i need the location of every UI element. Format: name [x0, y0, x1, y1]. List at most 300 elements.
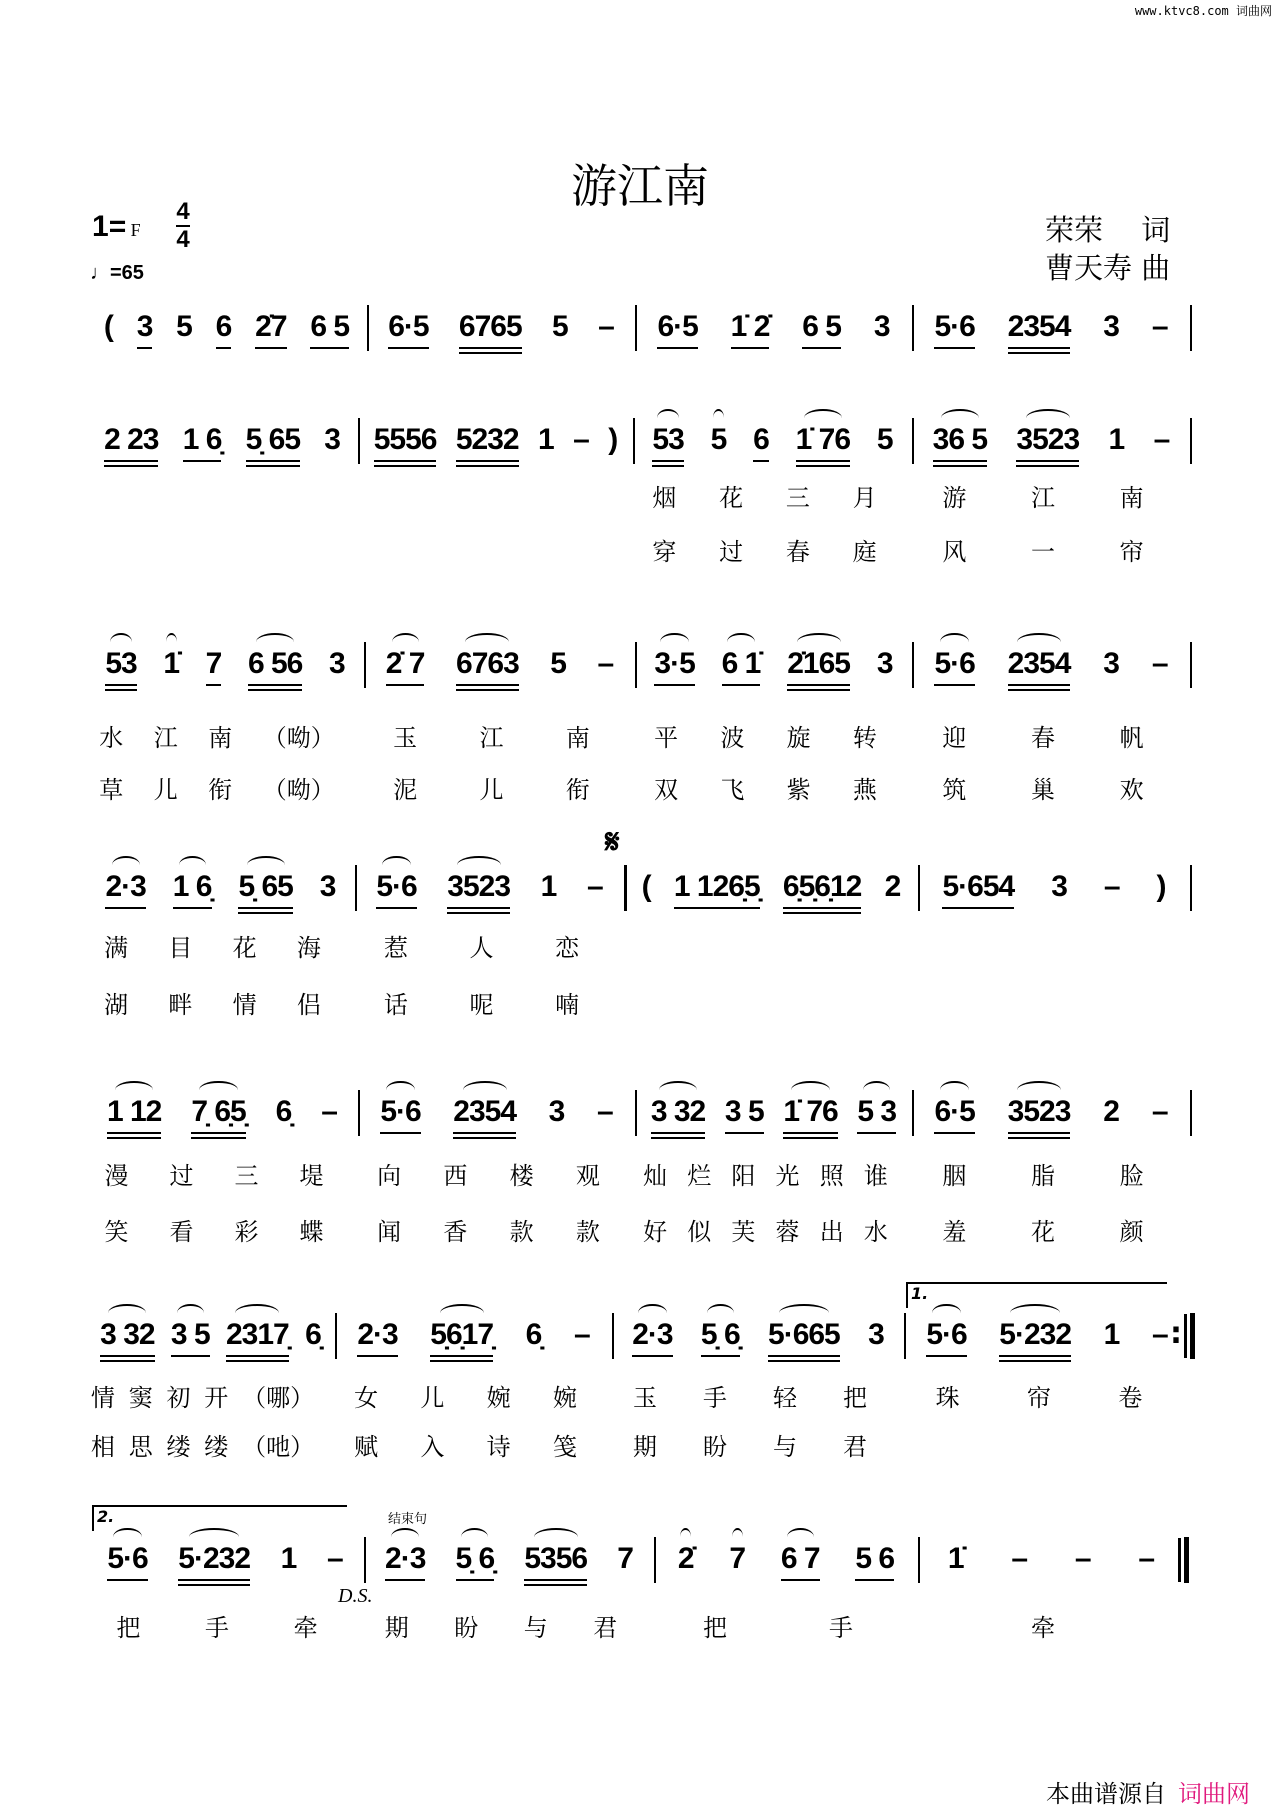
barline	[635, 1090, 637, 1136]
lyric-char: 花	[1030, 1218, 1055, 1246]
measure	[918, 418, 1184, 462]
lyric-char: 牵	[1031, 1614, 1055, 1642]
note-group: 5	[552, 310, 568, 343]
lyric-line-2	[362, 770, 621, 805]
note-group: 5̣6̣17̣	[430, 1318, 493, 1357]
measure	[92, 1537, 358, 1581]
lyric-char: 恋	[555, 934, 580, 962]
note-group: 1 126̣5̣	[674, 870, 760, 909]
barline	[1184, 1537, 1189, 1583]
ending-phrase-label: 结束句	[388, 1512, 428, 1527]
note-group: –	[1151, 1095, 1168, 1128]
lyric-char: 珠	[935, 1384, 960, 1412]
lyric-char: 楼	[509, 1162, 534, 1190]
lyric-char: 烂	[687, 1162, 712, 1190]
barline	[912, 305, 914, 351]
barline	[367, 305, 369, 351]
note-group: 5	[550, 647, 566, 680]
lyric-char: 照	[819, 1162, 844, 1190]
volta-1: 1.	[906, 1282, 1167, 1308]
lyricist-credit: 荣荣 词	[1045, 213, 1171, 247]
key-equals: =	[108, 210, 127, 243]
lyric-char: 玉	[633, 1384, 657, 1412]
lyric-char: 彩	[234, 1218, 259, 1246]
lyric-char: 江	[1030, 484, 1055, 512]
lyric-char: 情	[232, 991, 257, 1019]
note-group: –	[1151, 1318, 1168, 1351]
song-title: 游江南	[571, 159, 709, 213]
lyric-char: 南	[565, 724, 590, 752]
lyric-char: 谁	[863, 1162, 888, 1190]
barline	[918, 1537, 920, 1583]
note-group: 53	[105, 647, 136, 686]
lyric-char: 轻	[773, 1384, 797, 1412]
measure	[639, 418, 906, 462]
lyric-line-2	[356, 1212, 621, 1247]
lyric-char: 缕	[166, 1433, 191, 1461]
lyric-char: 把	[116, 1614, 141, 1642]
lyric-char: 入	[420, 1433, 445, 1461]
lyric-char: 把	[703, 1614, 727, 1642]
note-group: –	[1138, 1542, 1155, 1575]
lyric-line-2	[633, 770, 898, 805]
note-group: 36 5	[933, 423, 987, 462]
note-group: 3	[137, 310, 153, 349]
note-group: )	[1156, 870, 1166, 903]
barline	[335, 1313, 337, 1359]
note-group: 5	[876, 423, 893, 456]
note-group: –	[573, 423, 589, 456]
barline	[1190, 865, 1192, 911]
lyric-char: 期	[633, 1433, 657, 1461]
lyric-char: 江	[479, 724, 504, 752]
lyric-char: 波	[720, 724, 745, 752]
note-group: 2354	[453, 1095, 516, 1134]
lyric-char: 转	[852, 724, 877, 752]
lyric-char: 女	[354, 1384, 379, 1412]
note-group: 5·665	[768, 1318, 840, 1357]
note-group: 5556	[374, 423, 437, 462]
lyric-char: 好	[643, 1218, 668, 1246]
lyric-char: 阳	[731, 1162, 756, 1190]
lyric-char: 观	[575, 1162, 600, 1190]
lyric-char: 三	[234, 1162, 259, 1190]
lyric-char: 花	[719, 484, 744, 512]
note-group: 6·5	[388, 310, 428, 349]
lyric-char: 风	[942, 538, 967, 566]
note-group: (	[103, 310, 113, 343]
measure	[918, 305, 1184, 349]
lyric-char: 儿	[153, 776, 178, 804]
lyric-char: 帆	[1119, 724, 1144, 752]
time-signature	[176, 200, 190, 252]
note-group: 6765	[459, 310, 522, 349]
lyric-char: （吔）	[242, 1433, 315, 1461]
lyric-char: 窦	[128, 1384, 153, 1412]
note-group: 1̇ 76	[783, 1095, 837, 1134]
lyric-line-2	[84, 770, 350, 805]
lyric-char: 闻	[377, 1218, 402, 1246]
note-group: 1	[540, 870, 557, 903]
lyric-char: 看	[169, 1218, 194, 1246]
lyric-char: 惹	[383, 934, 408, 962]
measure	[918, 1090, 1184, 1134]
lyric-char: 相	[90, 1433, 115, 1461]
lyric-line-1	[84, 1378, 321, 1413]
note-group: 5232	[456, 423, 519, 462]
lyric-line-2	[910, 1212, 1176, 1247]
note-group: )	[608, 423, 618, 456]
barline	[612, 1313, 614, 1359]
note-group: –	[1151, 310, 1168, 343]
lyric-char: 过	[719, 538, 744, 566]
lyric-line-1	[910, 1156, 1176, 1191]
lyric-char: 手	[829, 1614, 853, 1642]
lyric-char: 泥	[393, 776, 418, 804]
measure	[361, 865, 618, 909]
lyric-char: 与	[523, 1614, 548, 1642]
lyric-char: 花	[232, 934, 257, 962]
measure	[618, 1313, 898, 1357]
measure	[92, 865, 349, 909]
measure	[641, 1090, 906, 1134]
lyric-char: 款	[509, 1218, 534, 1246]
lyric-char: 春	[785, 538, 810, 566]
lyric-char: 君	[843, 1433, 867, 1461]
lyric-char: 畔	[168, 991, 193, 1019]
note-group: 6 1̇	[722, 647, 761, 686]
note-group: 3 32	[651, 1095, 705, 1134]
lyric-char: 颜	[1119, 1218, 1144, 1246]
lyric-char: 飞	[720, 776, 745, 804]
lyric-char: 草	[99, 776, 124, 804]
lyric-char: 卷	[1118, 1384, 1143, 1412]
note-group: 6	[216, 310, 232, 349]
lyric-char: 款	[575, 1218, 600, 1246]
barline	[364, 1537, 366, 1583]
note-group: 6 56	[248, 647, 302, 686]
lyric-char: 旋	[786, 724, 811, 752]
note-group: 5·6	[107, 1542, 147, 1581]
lyric-char: 燕	[852, 776, 877, 804]
note-group: 7	[617, 1542, 633, 1575]
measure	[630, 865, 912, 909]
note-group: 2·3	[385, 1542, 425, 1581]
lyric-line-1	[356, 1156, 621, 1191]
barline	[918, 865, 920, 911]
lyric-char: 缕	[204, 1433, 229, 1461]
note-group: 53	[652, 423, 683, 462]
lyric-line-2	[910, 532, 1176, 567]
lyric-line-1	[633, 718, 898, 753]
lyric-line-1	[902, 1378, 1176, 1413]
note-group: –	[1011, 1542, 1028, 1575]
lyric-line-2	[633, 1212, 898, 1247]
barline	[1190, 642, 1192, 688]
note-group: 5·232	[178, 1542, 250, 1581]
key-tonic: 1	[92, 210, 109, 243]
note-group: 6 7	[781, 1542, 820, 1581]
note-group: –	[1103, 870, 1120, 903]
lyric-line-2	[84, 985, 341, 1020]
note-group: 3	[868, 1318, 884, 1351]
lyric-char: 期	[384, 1614, 409, 1642]
lyric-char: 三	[785, 484, 810, 512]
barline	[912, 418, 914, 464]
lyric-char: 儿	[420, 1384, 445, 1412]
note-group: 2	[884, 870, 901, 903]
ds-mark: D.S.	[338, 1585, 373, 1607]
lyric-char: 笑	[104, 1218, 129, 1246]
lyric-line-2	[631, 532, 898, 567]
note-group: 1	[280, 1542, 297, 1575]
note-group: 6·5	[934, 1095, 974, 1134]
barline	[358, 1090, 360, 1136]
note-group: (	[641, 870, 651, 903]
measure	[92, 1090, 352, 1134]
barline	[1190, 305, 1192, 351]
lyric-char: 把	[843, 1384, 867, 1412]
lyric-line-1	[362, 718, 621, 753]
footer-brand: 词曲网	[1178, 1780, 1250, 1808]
note-group: 1 12	[107, 1095, 161, 1134]
lyric-char: 水	[99, 724, 124, 752]
note-group: 5̣ 65	[238, 870, 292, 909]
lyric-char: 与	[773, 1433, 797, 1461]
note-group: 3 5	[171, 1318, 210, 1357]
lyric-char: 羞	[942, 1218, 967, 1246]
barline	[355, 865, 357, 911]
note-group: 5̣ 65	[246, 423, 300, 462]
measure	[364, 1090, 629, 1134]
lyric-char: 紫	[786, 776, 811, 804]
note-group: –	[596, 1095, 613, 1128]
lyric-char: 灿	[643, 1162, 668, 1190]
lyric-line-1	[910, 718, 1176, 753]
volta-2: 2.	[92, 1505, 347, 1531]
note-group: –	[326, 1542, 343, 1575]
lyric-char: 手	[703, 1384, 727, 1412]
lyric-line-2	[84, 1212, 344, 1247]
lyric-char: 春	[1030, 724, 1055, 752]
lyric-char: 西	[443, 1162, 468, 1190]
note-group: 6763	[456, 647, 519, 686]
lyric-char: 筑	[942, 776, 967, 804]
key-signature	[92, 210, 141, 244]
barline	[912, 642, 914, 688]
segno-sign: 𝄋	[605, 822, 620, 862]
lyric-line-2	[333, 1427, 598, 1462]
lyric-char: 南	[208, 724, 233, 752]
barline	[1190, 418, 1192, 464]
key-name: F	[130, 220, 141, 240]
lyric-char: 婉	[552, 1384, 577, 1412]
lyric-line-1	[333, 1378, 598, 1413]
note-group: 2·3	[632, 1318, 672, 1357]
lyric-char: 似	[687, 1218, 712, 1246]
measure	[370, 642, 629, 686]
note-group: 1 6̣	[173, 870, 212, 909]
note-group: 5·654	[942, 870, 1014, 909]
lyric-char: 烟	[652, 484, 677, 512]
lyric-char: 平	[654, 724, 679, 752]
footer	[1046, 1774, 1250, 1809]
note-group: 2̇	[678, 1542, 694, 1581]
measure	[918, 642, 1184, 686]
lyric-char: 思	[128, 1433, 153, 1461]
lyric-line-1	[84, 928, 341, 963]
note-group: 5	[176, 310, 192, 343]
lyric-char: 侣	[296, 991, 321, 1019]
repeat-dots: :	[1170, 1316, 1182, 1351]
note-group: 2354	[1008, 647, 1071, 686]
note-group: 5·6	[926, 1318, 966, 1357]
measure	[373, 305, 629, 349]
lyric-char: 情	[90, 1384, 115, 1412]
measure	[641, 305, 906, 349]
lyric-char: 喃	[555, 991, 580, 1019]
measure	[364, 418, 627, 462]
note-group: 6	[753, 423, 769, 462]
barline	[358, 418, 360, 464]
barline	[624, 865, 627, 911]
lyric-line-1	[84, 1156, 344, 1191]
note-group: 5 6	[855, 1542, 894, 1581]
note-group: –	[321, 1095, 337, 1128]
note-group: 3·5	[654, 647, 694, 686]
note-group: 6̣	[305, 1318, 321, 1351]
lyric-char: 蓉	[775, 1218, 800, 1246]
lyric-line-1	[610, 1378, 890, 1413]
note-group: 6·5	[657, 310, 697, 349]
note-group: 3	[876, 647, 893, 680]
lyric-char: 庭	[852, 538, 877, 566]
barline	[1190, 1090, 1192, 1136]
note-group: 6̣	[275, 1095, 292, 1128]
note-group: 5·6	[934, 310, 974, 349]
note-group: 3	[873, 310, 890, 343]
lyric-char: （呦）	[262, 776, 335, 804]
note-group: –	[597, 647, 614, 680]
lyric-char: 月	[852, 484, 877, 512]
note-group: –	[598, 310, 614, 343]
lyric-char: 人	[469, 934, 494, 962]
note-group: 7	[206, 647, 222, 686]
lyric-char: 过	[169, 1162, 194, 1190]
note-group: 2̇165	[787, 647, 850, 686]
lyric-char: 湖	[104, 991, 129, 1019]
measure	[910, 1313, 1184, 1357]
lyric-line-2	[910, 770, 1176, 805]
note-group: 5̣ 6̣	[456, 1542, 495, 1581]
barline	[1190, 1313, 1195, 1359]
note-group: –	[1074, 1542, 1091, 1575]
barline	[633, 418, 635, 464]
note-group: 5	[711, 423, 727, 462]
note-group: 1̇ 76	[796, 423, 850, 462]
note-group: 2̇7	[255, 310, 286, 349]
note-group: 5·6	[934, 647, 974, 686]
lyric-char: 香	[443, 1218, 468, 1246]
lyric-char: 帘	[1026, 1384, 1051, 1412]
note-group: 3 32	[100, 1318, 154, 1357]
measure	[370, 1537, 648, 1581]
note-group: 3	[328, 647, 345, 680]
note-group: 5·6	[380, 1095, 420, 1134]
lyric-char: 巢	[1030, 776, 1055, 804]
barline	[904, 1313, 906, 1359]
note-group: –	[1153, 423, 1170, 456]
lyric-char: 游	[942, 484, 967, 512]
lyric-line-2	[610, 1427, 890, 1462]
lyric-line-2	[353, 985, 610, 1020]
barline	[364, 642, 366, 688]
lyric-char: 穿	[652, 538, 677, 566]
note-group: 3	[1103, 310, 1119, 343]
lyric-char: 手	[204, 1614, 229, 1642]
note-group: 2·3	[357, 1318, 397, 1357]
barline	[635, 305, 637, 351]
note-group: 5356	[524, 1542, 587, 1581]
note-group: 3523	[1008, 1095, 1071, 1134]
lyric-char: 胭	[942, 1162, 967, 1190]
lyric-line-1	[633, 1156, 898, 1191]
note-group: 1̇ 2̇	[731, 310, 770, 349]
note-group: 2317̣	[226, 1318, 289, 1357]
note-group: 1̇	[947, 1542, 964, 1575]
lyric-char: 初	[166, 1384, 191, 1412]
lyric-char: 君	[593, 1614, 618, 1642]
note-group: 5̣ 6̣	[701, 1318, 740, 1357]
note-group: 7	[729, 1542, 745, 1581]
barline	[912, 1090, 914, 1136]
lyric-char: 向	[377, 1162, 402, 1190]
lyric-char: 堤	[299, 1162, 324, 1190]
lyric-char: 笺	[552, 1433, 577, 1461]
lyric-char: 满	[104, 934, 129, 962]
measure	[92, 1313, 329, 1357]
lyric-line-1	[84, 1608, 350, 1643]
note-group: –	[573, 1318, 590, 1351]
lyric-char: 一	[1030, 538, 1055, 566]
lyric-line-1	[910, 478, 1176, 513]
note-group: 5 3	[857, 1095, 896, 1134]
note-group: 3 5	[725, 1095, 764, 1134]
note-group: –	[586, 870, 603, 903]
tempo-mark: ♩=65	[90, 262, 144, 284]
note-group: 3523	[1016, 423, 1079, 462]
lyric-char: （呦）	[262, 724, 335, 752]
time-top: 4	[176, 198, 190, 225]
measure	[341, 1313, 606, 1357]
measure	[92, 305, 361, 349]
note-group: 2·3	[105, 870, 145, 909]
note-group: 1	[538, 423, 554, 456]
note-group: 1	[1108, 423, 1125, 456]
note-group: 3523	[447, 870, 510, 909]
measure	[924, 865, 1184, 909]
measure	[92, 642, 358, 686]
lyric-char: 海	[296, 934, 321, 962]
note-group: 6̣	[525, 1318, 542, 1351]
watermark: www.ktvc8.com 词曲网	[1134, 4, 1272, 18]
lyric-char: 赋	[354, 1433, 379, 1461]
measure	[641, 642, 906, 686]
note-group: 3	[319, 870, 336, 903]
lyric-char: （哪）	[242, 1384, 315, 1412]
lyric-char: 蝶	[299, 1218, 324, 1246]
lyric-char: 江	[153, 724, 178, 752]
